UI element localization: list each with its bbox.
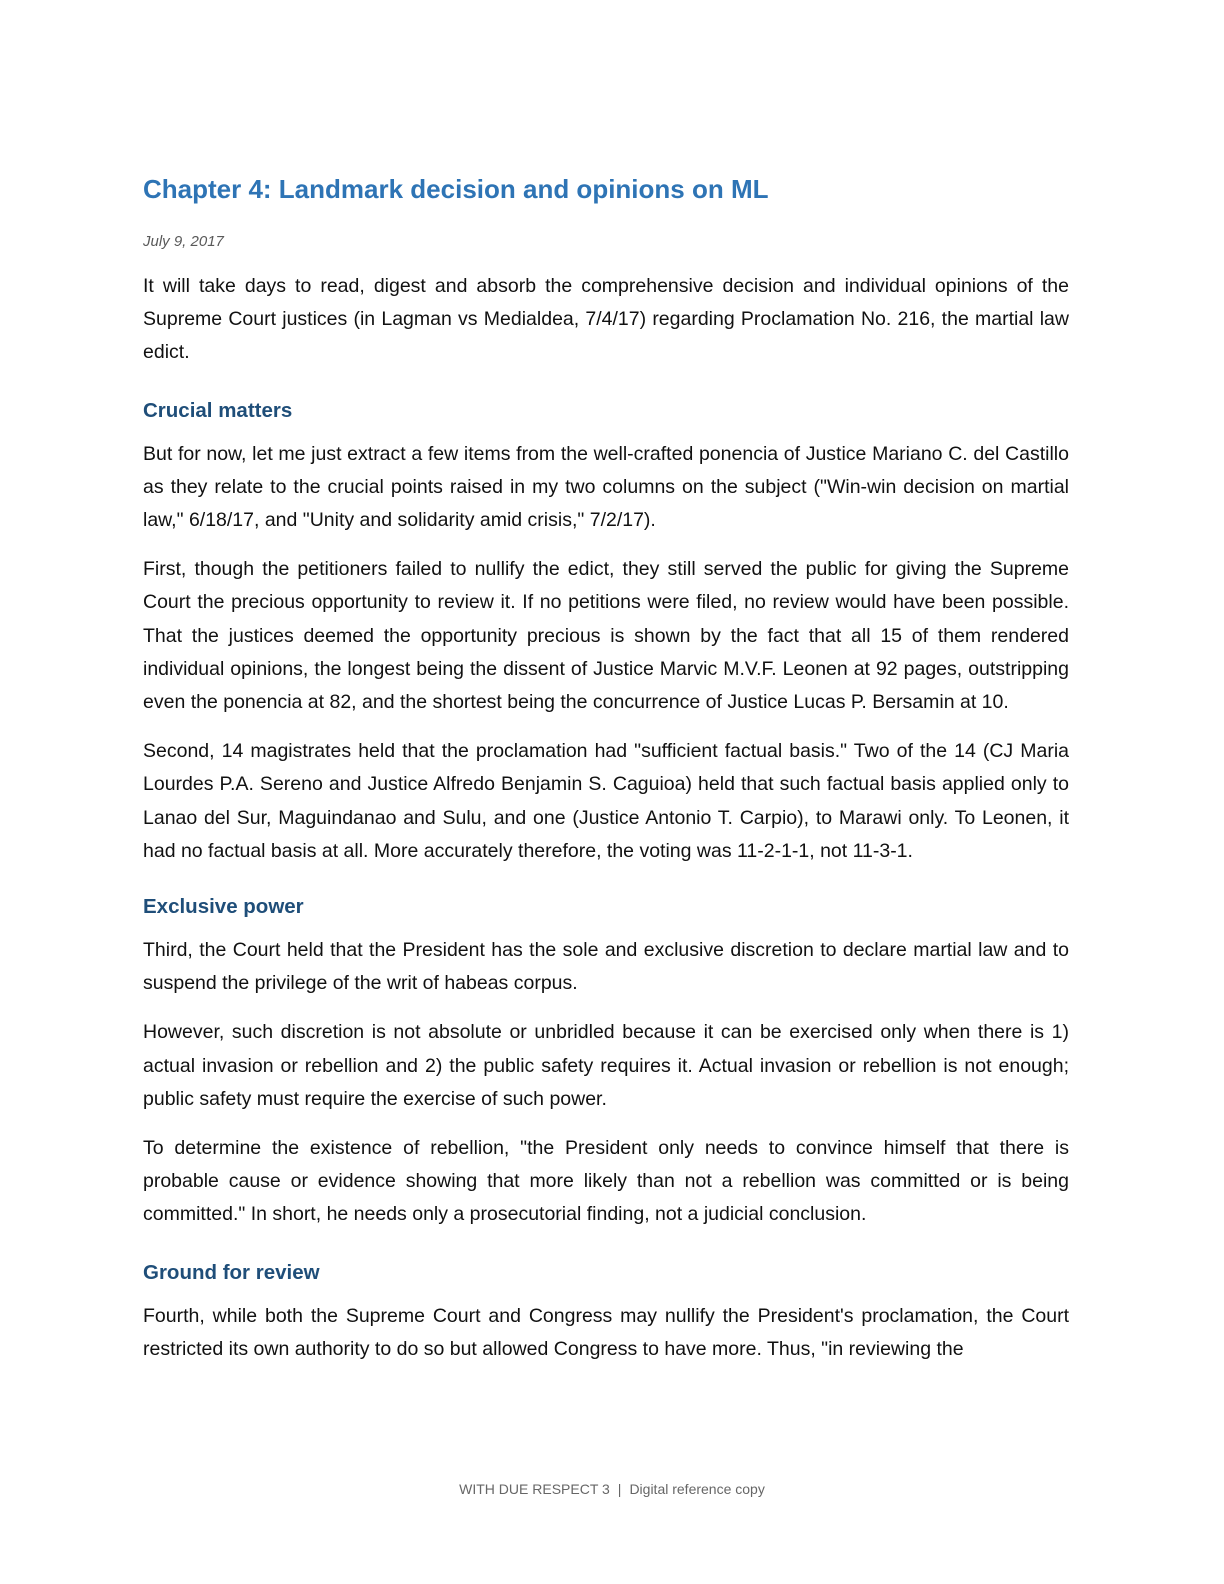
body-paragraph: Fourth, while both the Supreme Court and Congress may nullify the President's proclamation, the Court restricted its own authority to do so but allowed Congress to have more. Thus, "in reviewing the — [143, 1304, 1069, 1360]
body-paragraph: Third, the Court held that the President has the sole and exclusive discretion to declare martial law and to suspend the privilege of the writ of habeas corpus. — [143, 939, 1069, 995]
body-paragraph: However, such discretion is not absolute or unbridled because it can be exercised only when there is 1) actual invasion or rebellion and 2) the public safety requires it. Actual invasion or rebellion is not enough; public safety must require the exercise of such power. — [143, 1021, 1069, 1110]
footer-running-title: WITH DUE RESPECT 3 — [459, 1481, 610, 1497]
document-page — [143, 170, 1069, 1366]
chapter-title: Chapter 4: Landmark decision and opinions on ML — [143, 174, 769, 204]
body-paragraph: Second, 14 magistrates held that the proclamation had "sufficient factual basis." Two of the 14 (CJ Maria Lourdes P.A. Sereno and Justice Alfredo Benjamin S. Caguioa) held that such factual basis applied only to Lanao del Sur, Maguindanao and Sulu, and one (Justice Antonio T. Carpio), to Marawi only. To Leonen, it had no factual basis at all. More accurately therefore, the voting was 11-2-1-1, not 11-3-1. — [143, 740, 1069, 862]
intro-paragraph: It will take days to read, digest and absorb the comprehensive decision and individual opinions of the Supreme Court justices (in Lagman vs Medialdea, 7/4/17) regarding Proclamation No. 216, the martial law edict. — [143, 275, 1069, 364]
footer-separator: | — [617, 1481, 622, 1497]
body-paragraph: First, though the petitioners failed to nullify the edict, they still served the public for giving the Supreme Court the precious opportunity to review it. If no petitions were filed, no review would have been possible. That the justices deemed the opportunity precious is shown by the fact that all 15 of them rendered individual opinions, the longest being the dissent of Justice Marvic M.V.F. Leonen at 92 pages, outstripping even the ponencia at 82, and the shortest being the concurrence of Justice Lucas P. Bersamin at 10. — [143, 558, 1069, 714]
page-footer — [0, 1480, 1224, 1498]
body-paragraph: But for now, let me just extract a few items from the well-crafted ponencia of Justice Mariano C. del Castillo as they relate to the crucial points raised in my two columns on the subject ("Win-win decision on martial law," 6/18/17, and "Unity and solidarity amid crisis," 7/2/17). — [143, 442, 1069, 532]
section-heading-ground-for-review: Ground for review — [143, 1260, 320, 1284]
section-heading-crucial-matters: Crucial matters — [143, 398, 293, 422]
article-date: July 9, 2017 — [143, 233, 224, 250]
body-paragraph: To determine the existence of rebellion, "the President only needs to convince himself that there is probable cause or evidence showing that more likely than not a rebellion was committed or is being committed." In short, he needs only a prosecutorial finding, not a judicial conclusion. — [143, 1137, 1069, 1226]
section-heading-exclusive-power: Exclusive power — [143, 895, 304, 919]
footer-copy-note: Digital reference copy — [629, 1481, 765, 1497]
